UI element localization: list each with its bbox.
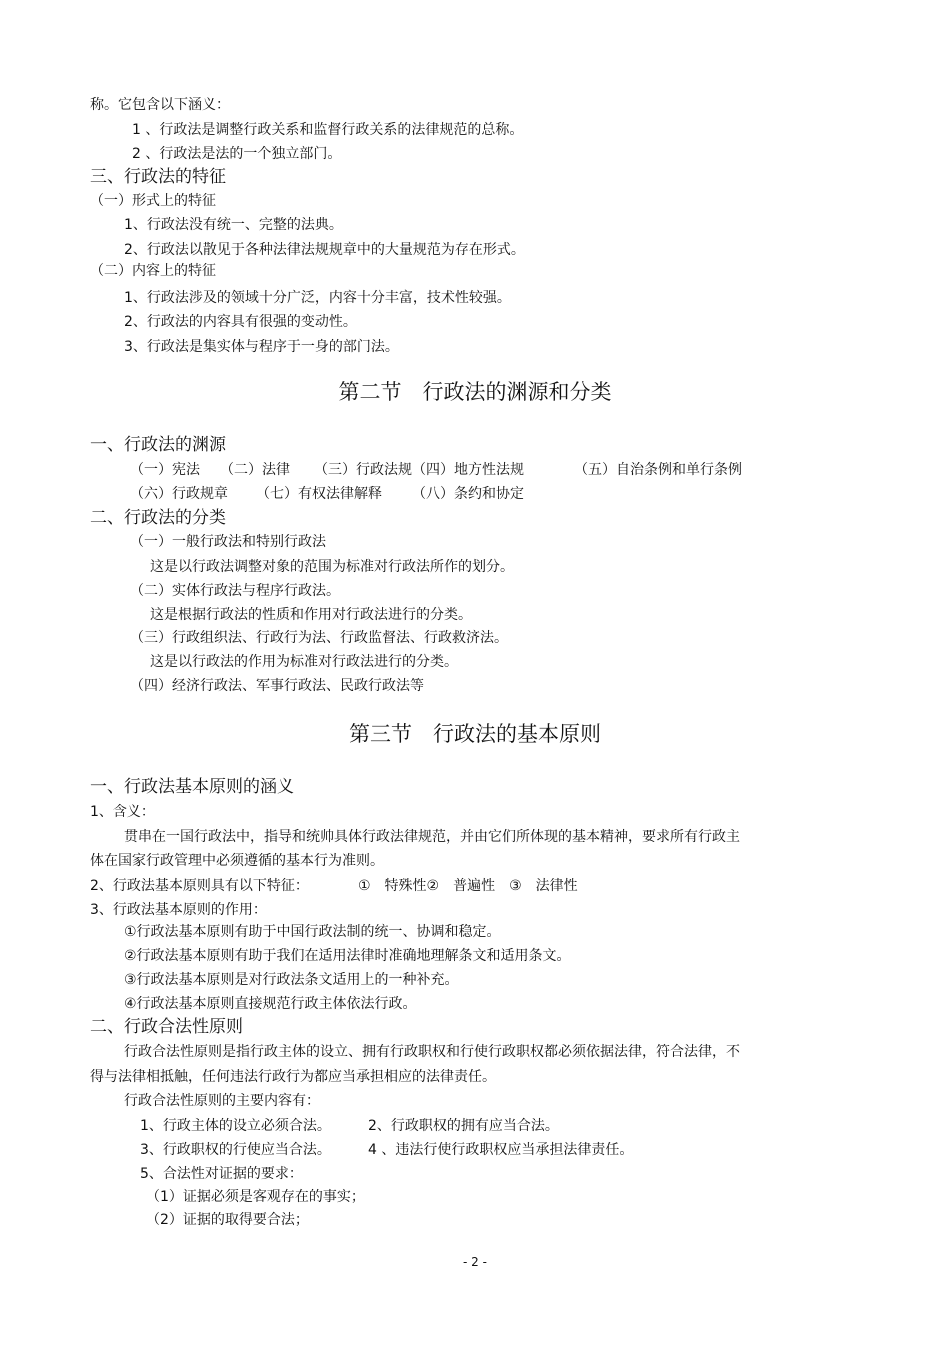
content-feature-item: 1、行政法涉及的领域十分广泛，内容十分丰富，技术性较强。 [124, 290, 511, 306]
source-item: （一）宪法 [130, 462, 200, 478]
source-item: （五）自治条例和单行条例 [574, 462, 742, 478]
legality-item: 1、行政主体的设立必须合法。 [140, 1118, 331, 1134]
source-item: （八）条约和协定 [412, 486, 524, 502]
section-2-title: 第二节 行政法的渊源和分类 [338, 380, 612, 404]
intro-item-1: 1 、行政法是调整行政关系和监督行政关系的法律规范的总称。 [132, 122, 524, 138]
characteristics-heading: 三、行政法的特征 [90, 167, 226, 187]
source-item: （七）有权法律解释 [256, 486, 382, 502]
role-item: ②行政法基本原则有助于我们在适用法律时准确地理解条文和适用条文。 [124, 948, 571, 964]
source-item: （二）法律 [220, 462, 290, 478]
form-feature-item: 1、行政法没有统一、完整的法典。 [124, 217, 343, 233]
content-feature-item: 3、行政法是集实体与程序于一身的部门法。 [124, 339, 399, 355]
legality-item: 4 、违法行使行政职权应当承担法律责任。 [368, 1142, 634, 1158]
intro-line: 称。它包含以下涵义： [90, 97, 230, 113]
sources-heading: 一、行政法的渊源 [90, 435, 226, 455]
legality-content-label: 行政合法性原则的主要内容有： [124, 1093, 320, 1109]
source-item: （六）行政规章 [130, 486, 228, 502]
classification-heading: 二、行政法的分类 [90, 508, 226, 528]
page-number: - 2 - [463, 1255, 487, 1269]
intro-item-2: 2 、行政法是法的一个独立部门。 [132, 146, 342, 162]
section-3-title: 第三节 行政法的基本原则 [349, 722, 601, 746]
classification-item: （二）实体行政法与程序行政法。 [130, 583, 340, 599]
legality-item: 2、行政职权的拥有应当合法。 [368, 1118, 559, 1134]
legality-item: 5、合法性对证据的要求： [140, 1166, 303, 1182]
classification-item: （四）经济行政法、军事行政法、民政行政法等 [130, 678, 424, 694]
classification-note: 这是根据行政法的性质和作用对行政法进行的分类。 [150, 607, 472, 623]
definition-text: 贯串在一国行政法中，指导和统帅具体行政法律规范，并由它们所体现的基本精神，要求所有行政主 [124, 829, 740, 845]
evidence-item: （2）证据的取得要合法； [146, 1212, 309, 1228]
legality-paragraph: 行政合法性原则是指行政主体的设立、拥有行政职权和行使行政职权都必须依据法律，符合法律，不 [124, 1044, 740, 1060]
features-list: ① 特殊性② 普遍性 ③ 法律性 [358, 878, 578, 894]
legality-heading: 二、行政合法性原则 [90, 1017, 243, 1037]
definition-label: 1、含义： [90, 804, 155, 820]
classification-note: 这是以行政法调整对象的范围为标准对行政法所作的划分。 [150, 559, 514, 575]
evidence-item: （1）证据必须是客观存在的事实； [146, 1189, 365, 1205]
meaning-heading: 一、行政法基本原则的涵义 [90, 777, 294, 797]
definition-text: 体在国家行政管理中必须遵循的基本行为准则。 [90, 853, 384, 869]
classification-note: 这是以行政法的作用为标准对行政法进行的分类。 [150, 654, 458, 670]
source-item: （三）行政法规（四）地方性法规 [314, 462, 524, 478]
form-feature-item: 2、行政法以散见于各种法律法规规章中的大量规范为存在形式。 [124, 242, 525, 258]
form-features-label: （一）形式上的特征 [90, 193, 216, 209]
legality-paragraph: 得与法律相抵触，任何违法行政行为都应当承担相应的法律责任。 [90, 1069, 496, 1085]
role-item: ③行政法基本原则是对行政法条文适用上的一种补充。 [124, 972, 459, 988]
content-feature-item: 2、行政法的内容具有很强的变动性。 [124, 314, 357, 330]
role-label: 3、行政法基本原则的作用： [90, 902, 267, 918]
classification-item: （一）一般行政法和特别行政法 [130, 534, 326, 550]
role-item: ④行政法基本原则直接规范行政主体依法行政。 [124, 996, 417, 1012]
legality-item: 3、行政职权的行使应当合法。 [140, 1142, 331, 1158]
features-label: 2、行政法基本原则具有以下特征： [90, 878, 309, 894]
content-features-label: （二）内容上的特征 [90, 263, 216, 279]
classification-item: （三）行政组织法、行政行为法、行政监督法、行政救济法。 [130, 630, 508, 646]
role-item: ①行政法基本原则有助于中国行政法制的统一、协调和稳定。 [124, 924, 501, 940]
